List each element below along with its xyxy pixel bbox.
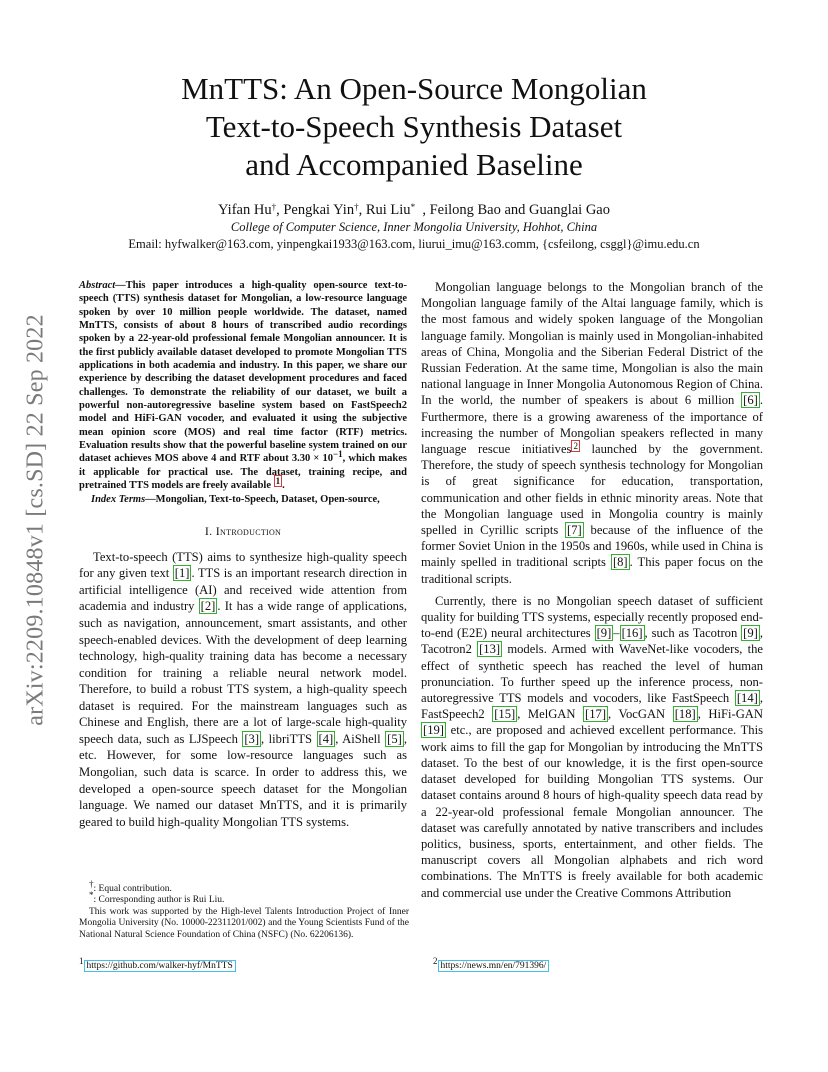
right-paragraph-1: [421, 279, 763, 587]
footnote-ref-1[interactable]: 1: [275, 476, 281, 487]
text-run: , libriTTS: [261, 731, 317, 746]
text-run: , VocGAN: [608, 707, 673, 722]
author-3: Rui Liu: [365, 202, 411, 218]
abstract-text-2: , which makes it applicable for practical use. The dataset, training recipe, and pretrained TTS models are freely available: [79, 453, 407, 492]
other-authors: , Feilong Bao and Guanglai Gao: [422, 202, 610, 218]
section-heading-introduction: [79, 524, 407, 539]
left-column: [79, 279, 407, 830]
author-list: Yifan Hu†, Pengkai Yin†, Rui Liu* , Feilong Bao and Guanglai Gao: [218, 202, 610, 218]
footnote-equal-contribution: [79, 879, 409, 895]
footnote-corresponding-author: [79, 890, 409, 906]
author-2: Pengkai Yin: [283, 202, 355, 218]
abstract: [79, 279, 407, 493]
arxiv-side-stamp: [0, 0, 60, 1072]
citation-link[interactable]: [7]: [567, 523, 582, 538]
citation-link[interactable]: [3]: [244, 731, 260, 746]
right-column: [421, 279, 763, 901]
text-run: because of the influence of the former Soviet Union in the 1950s and 1960s, while used in China is mainly spelled in traditional scripts: [421, 523, 763, 570]
citation-link[interactable]: [15]: [494, 707, 516, 722]
equal-contribution-mark: †: [354, 202, 359, 212]
citation-link[interactable]: [19]: [423, 723, 444, 738]
news-url-link[interactable]: https://news.mn/en/791396/: [438, 960, 550, 972]
title-line-3: and Accompanied Baseline: [245, 147, 583, 182]
citation-link[interactable]: [16]: [621, 626, 643, 641]
citation-link[interactable]: [9]: [596, 626, 612, 641]
index-terms-text: —Mongolian, Text-to-Speech, Dataset, Open-source,: [145, 493, 380, 505]
corresponding-author-mark: *: [410, 202, 416, 212]
paper-title: [120, 70, 708, 184]
text-run: . TTS is an important research direction in artificial intelligence (AI) and received wide attention from academia and industry: [79, 566, 408, 614]
author-1: Yifan Hu: [218, 202, 272, 218]
footnote-text: : Equal contribution.: [93, 884, 172, 894]
section-title: Introduction: [215, 523, 282, 538]
text-run: etc., are proposed and achieved excellent performance. This work aims to fill the gap for Mongolian by introducing the MnTTS dataset. To the best of our knowledge, it is the first open-source dataset developed for building Mongolian TTS systems. Our dataset contains around 8 hours of high-quality speech data read by a 22-year-old professional female Mongolian announcer. The dataset was carefully annotated by native transcribers and includes politics, business, sports, entertainment, and other fields. The manuscript covers all Mongolian alphabets and rich word combinations. The MnTTS is freely available for both academic and commercial use under the Creative Commons Attribution: [421, 723, 763, 900]
dagger-mark: †: [89, 879, 94, 889]
footnote-ref-2[interactable]: 2: [573, 441, 578, 452]
text-run: , such as Tacotron: [644, 626, 742, 641]
text-run: . It has a wide range of applications, such as navigation, announcement, smart assistants, and other speech-enabled devices. With the development of deep learning technology, high-quality training data has become a necessary condition for training a reliable neural network model. Therefore, to build a robust TTS system, a high-quality speech dataset is required. For the mainstream languages such as Chinese and English, there are a lot of large-scale high-quality speech data, such as LJSpeech: [79, 599, 408, 746]
text-run: , FastSpeech2: [421, 691, 763, 722]
footnote-number: 2: [433, 956, 438, 966]
rtf-value: 3.30 × 10: [291, 453, 334, 465]
citation-link[interactable]: [14]: [736, 691, 758, 706]
footnotes: [79, 879, 409, 941]
footnote-2: [433, 956, 549, 972]
footnote-text: : Corresponding author is Rui Liu.: [93, 895, 225, 906]
citation-link[interactable]: [1]: [174, 566, 190, 581]
section-number: I.: [204, 523, 216, 538]
text-run: , AiShell: [335, 731, 386, 746]
citation-link[interactable]: [9]: [743, 626, 758, 641]
equal-contribution-mark: †: [271, 202, 277, 212]
star-mark: *: [89, 890, 94, 901]
text-run: –: [613, 626, 620, 641]
footnote-number: 1: [79, 956, 84, 966]
title-line-1: MnTTS: An Open-Source Mongolian: [181, 71, 647, 106]
text-run: Currently, there is no Mongolian speech dataset of sufficient quality for building TTS systems, especially recently proposed end-to-end (E2E) neural architectures: [421, 593, 763, 641]
text-run: Text-to-speech (TTS) aims to synthesize high-quality speech for any given text: [79, 549, 407, 581]
text-run: , etc. However, for some low-resource languages such as Mongolian, such data is scarce. In order to address this, we developed a open-source speech dataset for the Mongolian language. We named our dataset MnTTS, and it is primarily geared to build high-quality Mongolian TTS systems.: [79, 731, 407, 829]
text-run: , MelGAN: [517, 707, 584, 722]
citation-link[interactable]: [18]: [674, 707, 696, 722]
author-emails: Email: hyfwalker@163.com, yinpengkai1933@163.com, liurui_imu@163.comm, {csfeilong, csggl}@imu.edu.cn: [128, 237, 700, 251]
index-terms: [79, 493, 407, 506]
text-run: , HiFi-GAN: [697, 707, 763, 722]
text-run: . Furthermore, there is a growing awareness of the importance of increasing the number of Mongolian speakers reflected in many language rescue initiatives: [421, 393, 763, 457]
citation-link[interactable]: [2]: [200, 599, 216, 614]
abstract-end: .: [282, 480, 285, 492]
title-line-2: Text-to-Speech Synthesis Dataset: [205, 109, 623, 144]
right-paragraph-2: [421, 593, 763, 901]
text-run: Mongolian language belongs to the Mongolian branch of the Mongolian language family of the Altai language family, which is the most famous and widely spoken language of the Mongolian language family. Mongolian is mainly used in Mongolian-inhabited areas of China, Mongolia and the Siberian Federal District of the Russian Federation. At the same time, Mongolian is also the main national language in Inner Mongolia Autonomous Region of China. In the world, the number of speakers is about 6 million: [421, 280, 763, 408]
citation-link[interactable]: [17]: [585, 707, 607, 722]
citation-link[interactable]: [6]: [743, 393, 758, 408]
affiliation: College of Computer Science, Inner Mongolia University, Hohhot, China: [230, 220, 598, 234]
index-terms-label: Index Terms: [91, 493, 146, 505]
footnote-funding: This work was supported by the High-level Talents Introduction Project of Inner Mongolia University (No. 10000-22311201/002) and the Young Scientists Fund of the National Natural Science Foundation of China (NSFC) (No. 62206136).: [79, 906, 409, 940]
text-run: , Tacotron2: [421, 626, 763, 657]
text-run: launched by the government. Therefore, the study of speech synthesis technology for Mongolian is of great significance for education, transportation, communication and other fields in ethnic minority areas. Note that the Mongolian language used in Mongolia country is mainly spelled in Cyrillic scripts: [421, 442, 763, 538]
text-run: . This paper focus on the traditional scripts.: [421, 555, 764, 586]
abstract-label: Abstract: [79, 280, 116, 291]
abstract-text-1: —This paper introduces a high-quality open-source text-to-speech (TTS) synthesis dataset for Mongolian, a low-resource language spoken by over 10 million people worldwide. The dataset, named MnTTS, consists of about 8 hours of transcribed audio recordings spoken by a 22-year-old professional female Mongolian announcer. It is the first publicly available dataset developed to promote Mongolian TTS applications in both academia and industry. In this paper, we share our experience by describing the dataset development procedures and faced challenges. To demonstrate the reliability of our dataset, we built a powerful non-autoregressive baseline system based on FastSpeech2 model and HiFi-GAN vocoder, and evaluated it using the subjective mean opinion score (MOS) and real time factor (RTF) metrics. Evaluation results show that the powerful baseline system trained on our dataset achieves MOS above 4 and RTF about: [79, 280, 407, 465]
arxiv-identifier[interactable]: arXiv:2209.10848v1 [cs.SD] 22 Sep 2022: [22, 314, 49, 726]
text-run: models. Armed with WaveNet-like vocoders, the effect of synthetic speech has reached the level of human pronunciation. To further speed up the inference process, non-autoregressive TTS models and vocoders, like FastSpeech: [421, 642, 764, 706]
citation-link[interactable]: [4]: [318, 731, 334, 746]
github-url-link[interactable]: https://github.com/walker-hyf/MnTTS: [84, 960, 236, 972]
footnote-1: [79, 956, 236, 972]
citation-link[interactable]: [13]: [479, 642, 501, 657]
citation-link[interactable]: [5]: [387, 731, 402, 746]
rtf-exponent: −1: [333, 449, 343, 460]
citation-link[interactable]: [8]: [612, 555, 628, 570]
intro-paragraph-1: [79, 549, 407, 830]
